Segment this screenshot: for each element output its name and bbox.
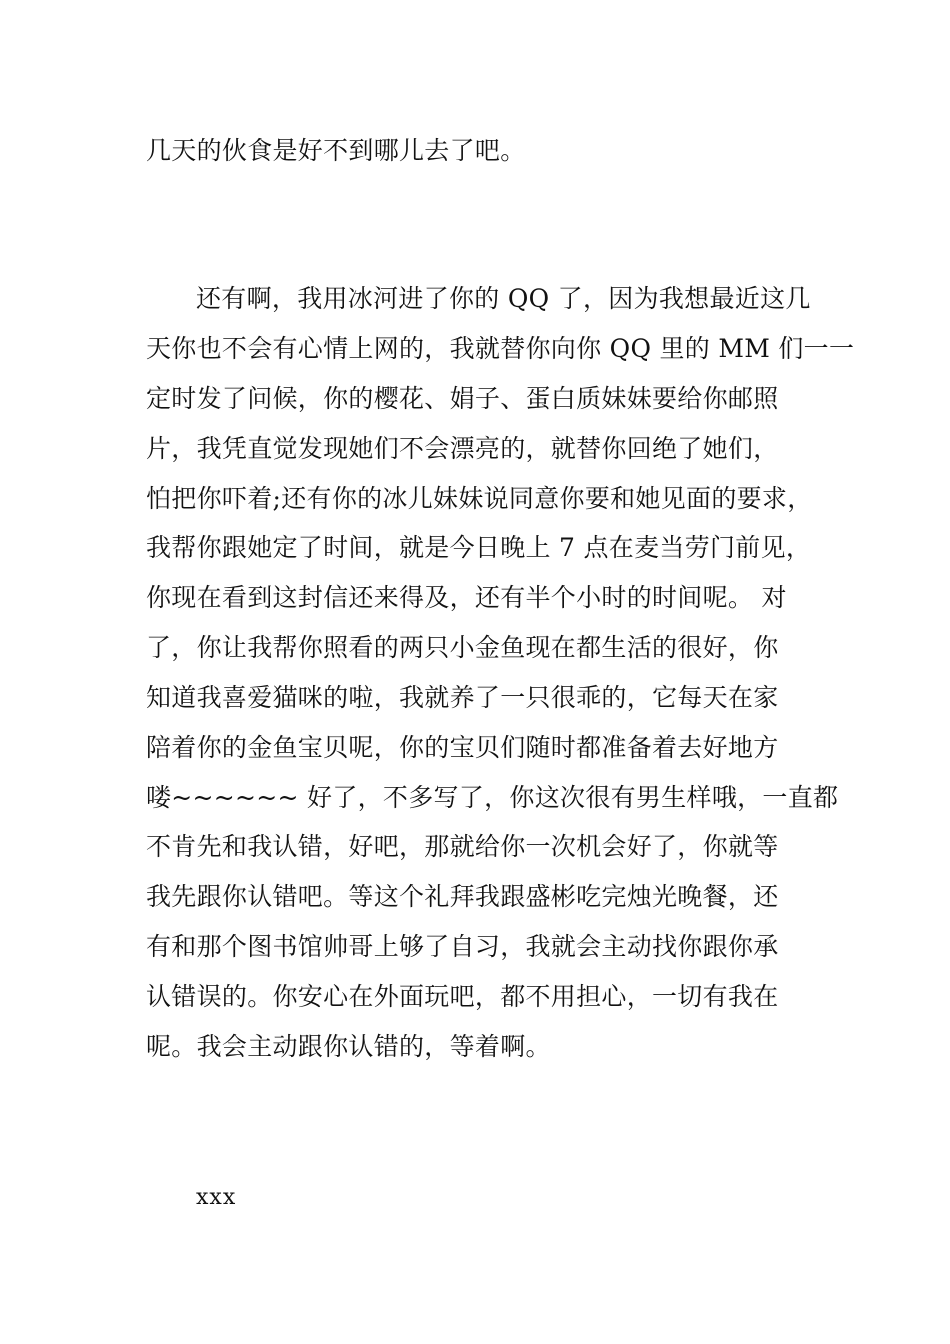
paragraph-2-line-1: 还有啊，我用冰河进了你的 QQ 了，因为我想最近这几 <box>196 284 811 313</box>
paragraph-2-line-13: 我先跟你认错吧。等这个礼拜我跟盛彬吃完烛光晚餐，还 <box>146 882 779 911</box>
paragraph-1-line: 几天的伙食是好不到哪儿去了吧。 <box>146 136 526 165</box>
paragraph-2-line-15: 认错误的。你安心在外面玩吧，都不用担心，一切有我在 <box>146 982 779 1011</box>
paragraph-2-line-16: 呢。我会主动跟你认错的，等着啊。 <box>146 1032 551 1061</box>
paragraph-2-line-9: 知道我喜爱猫咪的啦，我就养了一只很乖的，它每天在家 <box>146 683 779 712</box>
paragraph-2-line-6: 我帮你跟她定了时间，就是今日晚上 7 点在麦当劳门前见， <box>146 533 812 562</box>
paragraph-2-line-5: 怕把你吓着;还有你的冰儿妹妹说同意你要和她见面的要求， <box>146 484 813 513</box>
paragraph-2-line-10: 陪着你的金鱼宝贝呢，你的宝贝们随时都准备着去好地方 <box>146 733 779 762</box>
paragraph-2-line-3: 定时发了问候，你的樱花、娟子、蛋白质妹妹要给你邮照 <box>146 384 779 413</box>
paragraph-2-line-14: 有和那个图书馆帅哥上够了自习，我就会主动找你跟你承 <box>146 932 779 961</box>
paragraph-2-line-7: 你现在看到这封信还来得及，还有半个小时的时间呢。 对 <box>146 583 787 612</box>
paragraph-2-line-2: 天你也不会有心情上网的，我就替你向你 QQ 里的 MM 们一一 <box>146 334 855 363</box>
paragraph-2-line-4: 片，我凭直觉发现她们不会漂亮的，就替你回绝了她们， <box>146 434 779 463</box>
signature: xxx <box>196 1185 237 1210</box>
paragraph-2-line-11: 喽~~~~~~ 好了，不多写了，你这次很有男生样哦，一直都 <box>146 783 839 812</box>
paragraph-2-line-8: 了，你让我帮你照看的两只小金鱼现在都生活的很好，你 <box>146 633 779 662</box>
paragraph-2-line-12: 不肯先和我认错，好吧，那就给你一次机会好了，你就等 <box>146 832 779 861</box>
